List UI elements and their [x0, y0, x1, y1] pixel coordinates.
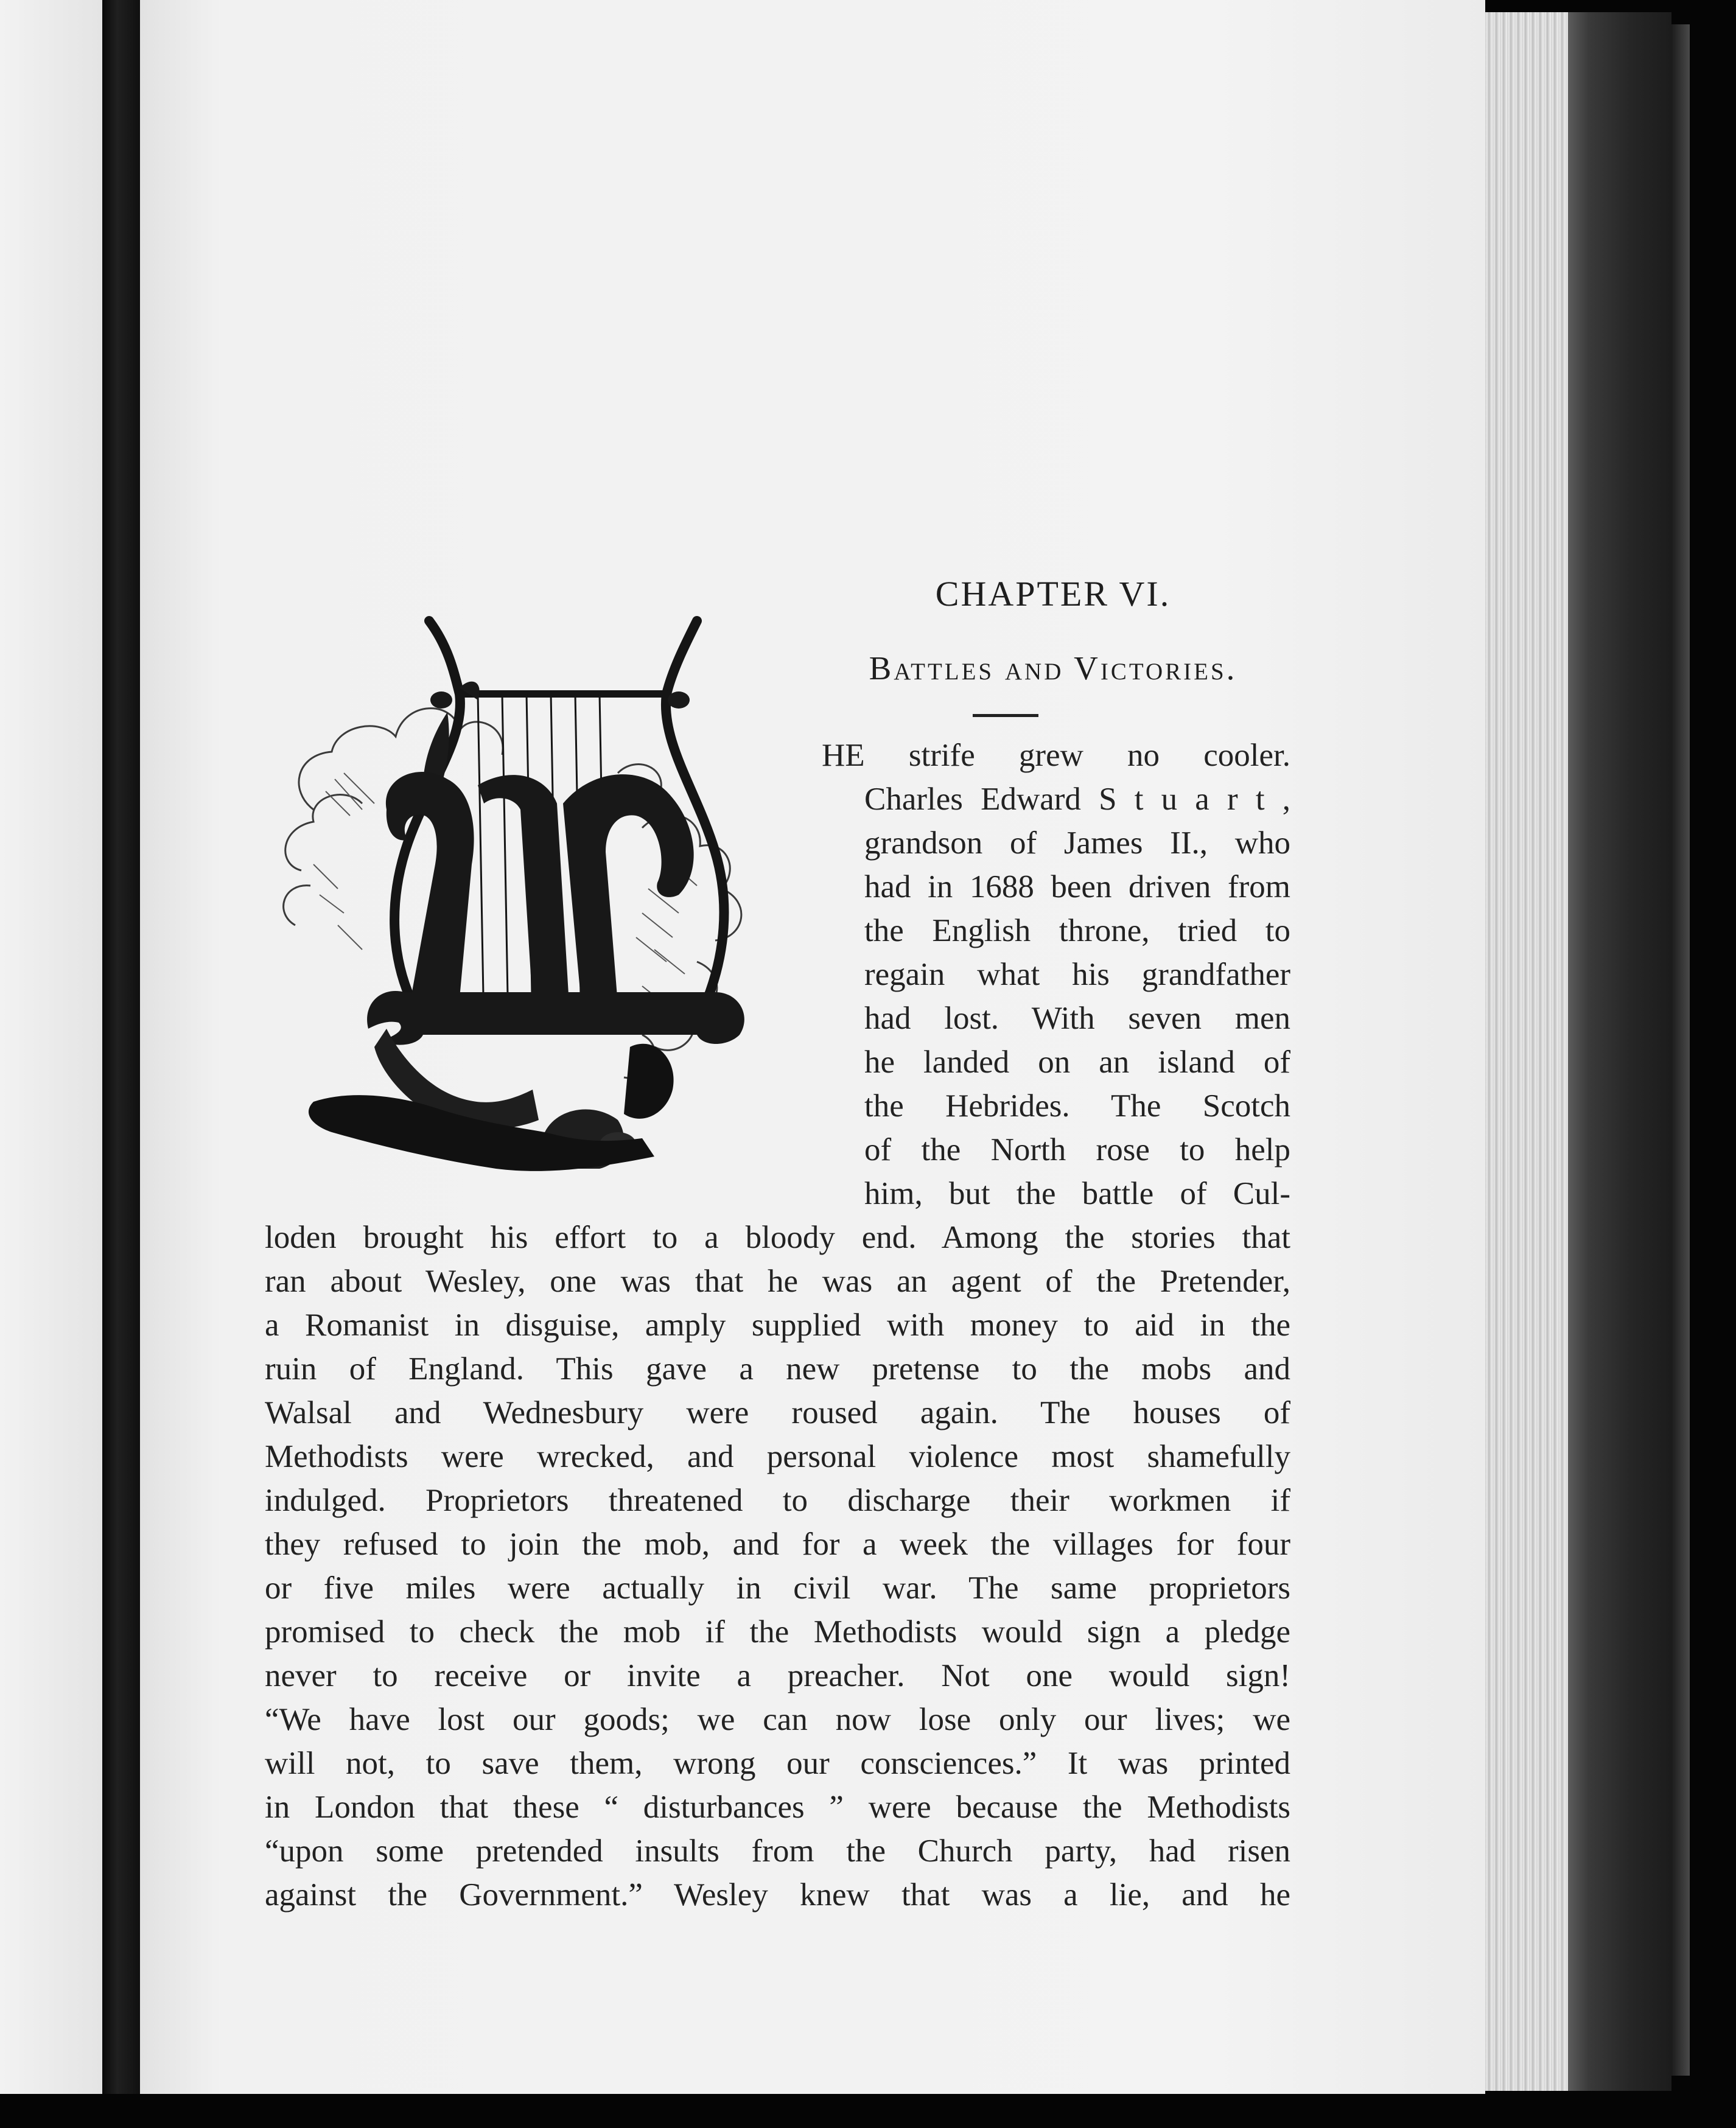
text-line: loden brought his effort to a bloody end. Among the stories that: [265, 1220, 1290, 1255]
text-line: grandson of James II., who: [864, 825, 1290, 861]
text-line: Methodists were wrecked, and personal violence most shamefully: [265, 1439, 1290, 1474]
text-line: “upon some pretended insults from the Church party, had risen: [265, 1833, 1290, 1869]
text-line: HE strife grew no cooler.: [822, 738, 1290, 773]
text-line: will not, to save them, wrong our consciences.” It was printed: [265, 1746, 1290, 1781]
book-cover-edge: [1568, 12, 1671, 2091]
text-line: against the Government.” Wesley knew that was a lie, and he: [265, 1877, 1290, 1913]
chapter-title: CHAPTER VI.: [935, 574, 1171, 614]
text-line: Charles Edward S t u a r t ,: [864, 782, 1290, 817]
text-line: indulged. Proprietors threatened to discharge their workmen if: [265, 1483, 1290, 1518]
cover-shadow: [1671, 24, 1690, 2076]
title-rule: [973, 714, 1038, 717]
text-line: had lost. With seven men: [864, 1001, 1290, 1036]
page-block-edge: [1485, 12, 1568, 2091]
text-line: had in 1688 been driven from: [864, 869, 1290, 905]
facing-page-edge: [0, 0, 102, 2094]
text-line: the English throne, tried to: [864, 913, 1290, 948]
text-line: “We have lost our goods; we can now lose only our lives; we: [265, 1702, 1290, 1737]
chapter-subtitle: Battles and Victories.: [869, 649, 1237, 687]
ornamental-drop-cap-lyre: [277, 609, 834, 1193]
text-line: ran about Wesley, one was that he was an agent of the Pretender,: [265, 1264, 1290, 1299]
text-line: a Romanist in disguise, amply supplied with money to aid in the: [265, 1307, 1290, 1343]
text-line: ruin of England. This gave a new pretense to the mobs and: [265, 1351, 1290, 1387]
text-line: regain what his grandfather: [864, 957, 1290, 992]
letter-m-monogram: [367, 772, 744, 1045]
text-line: in London that these “ disturbances ” were because the Methodists: [265, 1790, 1290, 1825]
text-line: Walsal and Wednesbury were roused again. The houses of: [265, 1395, 1290, 1430]
text-line: he landed on an island of: [864, 1045, 1290, 1080]
text-line: they refused to join the mob, and for a week the villages for four: [265, 1527, 1290, 1562]
book-gutter: [102, 0, 140, 2094]
text-line: promised to check the mob if the Methodists would sign a pledge: [265, 1614, 1290, 1650]
text-line: never to receive or invite a preacher. Not one would sign!: [265, 1658, 1290, 1693]
text-line: or five miles were actually in civil war. The same proprietors: [265, 1570, 1290, 1606]
text-line: of the North rose to help: [864, 1132, 1290, 1167]
text-line: the Hebrides. The Scotch: [864, 1088, 1290, 1124]
text-line: him, but the battle of Cul-: [864, 1176, 1290, 1211]
